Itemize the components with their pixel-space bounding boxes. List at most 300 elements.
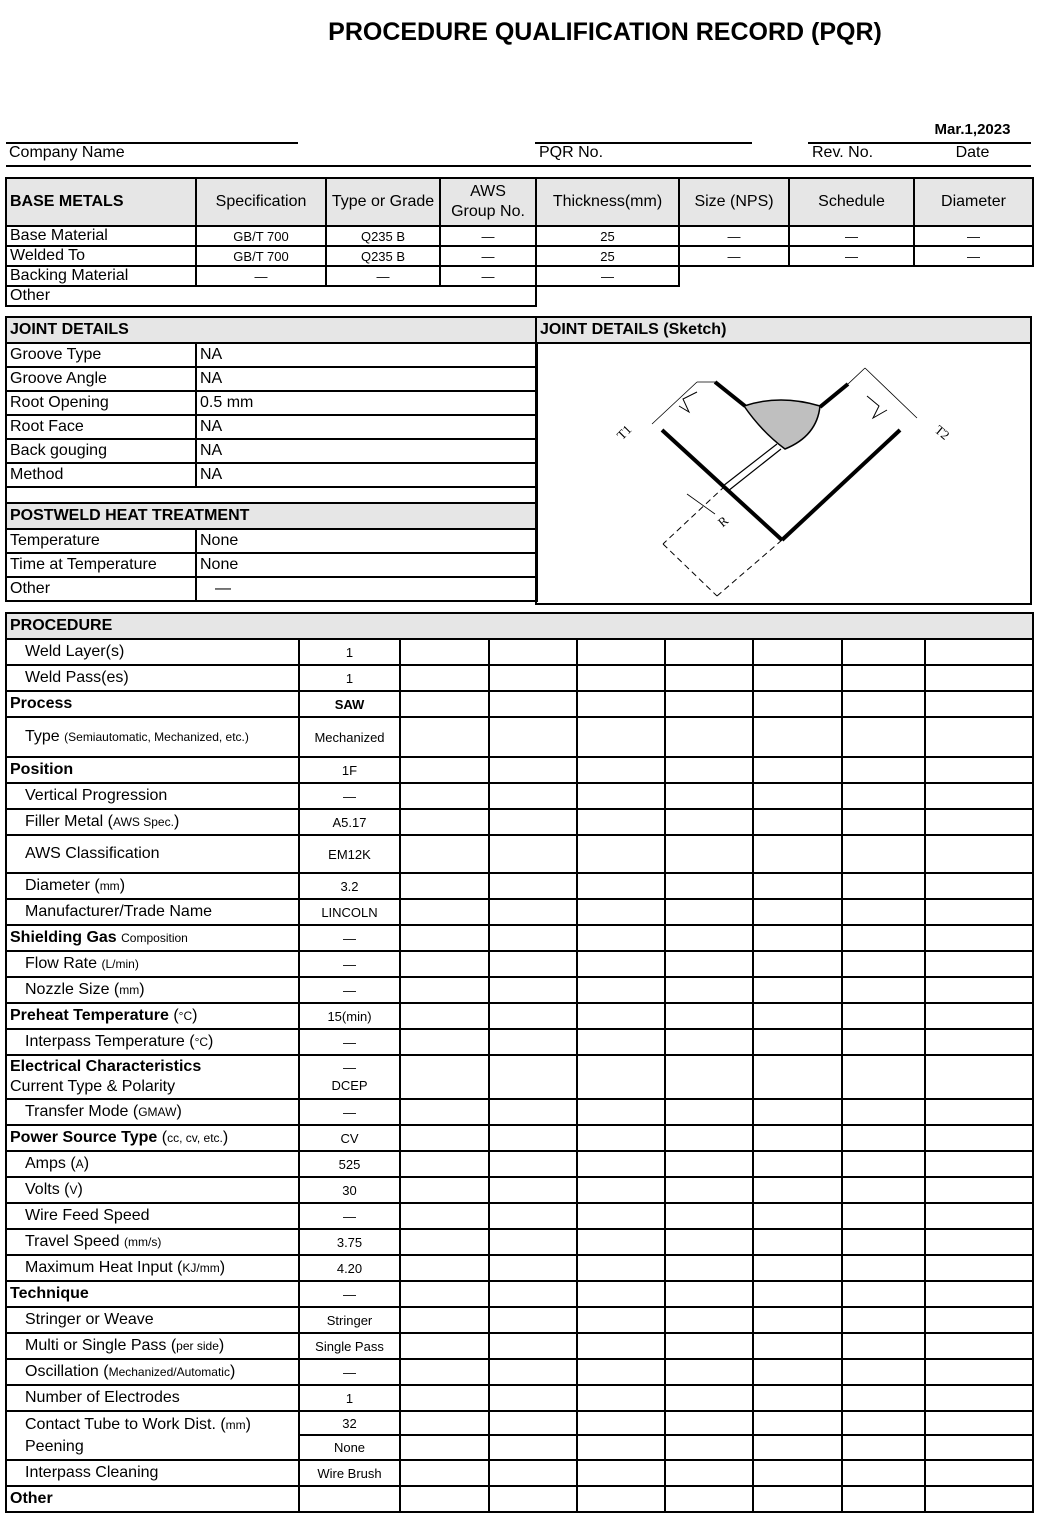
cell-thickness[interactable]: — (536, 266, 679, 286)
empty-cell[interactable] (577, 1151, 665, 1177)
empty-cell[interactable] (577, 1460, 665, 1486)
empty-cell[interactable] (665, 951, 753, 977)
empty-cell[interactable] (577, 899, 665, 925)
nozzle-size-value[interactable]: — (299, 977, 400, 1003)
empty-cell[interactable] (400, 1411, 489, 1435)
empty-cell[interactable] (842, 1486, 925, 1512)
empty-cell[interactable] (842, 783, 925, 809)
empty-cell[interactable] (753, 1151, 842, 1177)
empty-cell[interactable] (665, 1486, 753, 1512)
cell-size[interactable]: — (679, 246, 789, 266)
empty-cell[interactable] (753, 951, 842, 977)
empty-cell[interactable] (489, 925, 577, 951)
wire-feed-value[interactable]: — (299, 1203, 400, 1229)
max-heat-value[interactable]: 4.20 (299, 1255, 400, 1281)
empty-cell[interactable] (753, 757, 842, 783)
back-gouging-value[interactable]: NA (196, 439, 537, 463)
vertical-progression-value[interactable]: — (299, 783, 400, 809)
empty-cell[interactable] (925, 1333, 1033, 1359)
manufacturer-value[interactable]: LINCOLN (299, 899, 400, 925)
empty-cell[interactable] (665, 717, 753, 757)
empty-cell[interactable] (753, 1359, 842, 1385)
empty-cell[interactable] (753, 899, 842, 925)
empty-cell[interactable] (753, 835, 842, 873)
empty-cell[interactable] (842, 1125, 925, 1151)
diameter-value[interactable]: 3.2 (299, 873, 400, 899)
empty-cell[interactable] (489, 1029, 577, 1055)
empty-cell[interactable] (400, 1177, 489, 1203)
cell-group[interactable]: — (440, 266, 536, 286)
empty-cell[interactable] (753, 1003, 842, 1029)
empty-cell[interactable] (665, 1359, 753, 1385)
pwht-temperature-value[interactable]: None (196, 529, 537, 553)
pwht-other-value[interactable]: — (196, 577, 537, 601)
table-row (6, 1460, 1033, 1486)
empty-cell[interactable] (753, 1411, 842, 1435)
empty-cell[interactable] (925, 809, 1033, 835)
empty-cell[interactable] (842, 899, 925, 925)
empty-cell[interactable] (577, 1307, 665, 1333)
empty-cell[interactable] (489, 1411, 577, 1435)
empty-cell[interactable] (577, 691, 665, 717)
empty-cell[interactable] (489, 1055, 577, 1099)
peening-value[interactable]: None (299, 1435, 400, 1460)
filler-metal-value[interactable]: A5.17 (299, 809, 400, 835)
empty-cell[interactable] (577, 757, 665, 783)
preheat-value[interactable]: 15(min) (299, 1003, 400, 1029)
num-electrodes-value[interactable]: 1 (299, 1385, 400, 1411)
empty-cell[interactable] (577, 977, 665, 1003)
empty-cell[interactable] (400, 1099, 489, 1125)
empty-cell[interactable] (577, 1055, 665, 1099)
empty-cell[interactable] (400, 1151, 489, 1177)
empty-cell[interactable] (577, 639, 665, 665)
empty-cell[interactable] (577, 951, 665, 977)
empty-cell[interactable] (753, 1055, 842, 1099)
cell-grade[interactable]: Q235 B (326, 246, 440, 266)
empty-cell[interactable] (400, 783, 489, 809)
empty-cell[interactable] (665, 1203, 753, 1229)
empty-cell[interactable] (925, 1307, 1033, 1333)
empty-cell[interactable] (842, 757, 925, 783)
empty-cell[interactable] (489, 809, 577, 835)
empty-cell[interactable] (842, 691, 925, 717)
empty-cell[interactable] (665, 899, 753, 925)
empty-cell[interactable] (665, 1307, 753, 1333)
empty-cell[interactable] (577, 809, 665, 835)
root-face-value[interactable]: NA (196, 415, 537, 439)
empty-cell[interactable] (925, 873, 1033, 899)
electrical-value-cell[interactable] (299, 1055, 400, 1099)
company-name-line[interactable] (6, 126, 298, 144)
empty-cell[interactable] (665, 835, 753, 873)
empty-cell[interactable] (489, 1460, 577, 1486)
empty-cell[interactable] (925, 899, 1033, 925)
empty-cell[interactable] (489, 1359, 577, 1385)
empty-cell[interactable] (577, 1359, 665, 1385)
empty-cell[interactable] (842, 1281, 925, 1307)
empty-cell[interactable] (665, 1255, 753, 1281)
empty-cell[interactable] (577, 1281, 665, 1307)
empty-cell[interactable] (577, 925, 665, 951)
cell-group[interactable]: — (440, 226, 536, 246)
empty-cell[interactable] (400, 951, 489, 977)
groove-angle-value[interactable]: NA (196, 367, 537, 391)
empty-cell[interactable] (753, 783, 842, 809)
groove-type-value[interactable]: NA (196, 343, 537, 367)
empty-cell[interactable] (842, 977, 925, 1003)
dim-T1 (652, 382, 715, 424)
table-row (6, 899, 1033, 925)
empty-cell[interactable] (665, 1125, 753, 1151)
empty-cell[interactable] (842, 639, 925, 665)
empty-cell[interactable] (577, 783, 665, 809)
empty-cell[interactable] (400, 1307, 489, 1333)
empty-cell[interactable] (489, 899, 577, 925)
empty-cell[interactable] (577, 665, 665, 691)
empty-cell[interactable] (842, 1385, 925, 1411)
empty-cell[interactable] (753, 1099, 842, 1125)
empty-cell[interactable] (842, 1435, 925, 1460)
empty-cell[interactable] (577, 1255, 665, 1281)
shielding-gas-value[interactable]: — (299, 925, 400, 951)
empty-cell[interactable] (489, 1229, 577, 1255)
empty-cell[interactable] (577, 1486, 665, 1512)
power-source-value[interactable]: CV (299, 1125, 400, 1151)
cell-schedule[interactable]: — (789, 246, 914, 266)
empty-cell[interactable] (489, 977, 577, 1003)
empty-cell[interactable] (489, 1307, 577, 1333)
empty-cell[interactable] (489, 1177, 577, 1203)
empty-cell[interactable] (577, 1003, 665, 1029)
empty-cell[interactable] (842, 925, 925, 951)
empty-cell[interactable] (489, 873, 577, 899)
empty-cell[interactable] (489, 639, 577, 665)
empty-cell[interactable] (925, 951, 1033, 977)
pwht-time-value[interactable]: None (196, 553, 537, 577)
table-row (6, 577, 537, 601)
oscillation-value[interactable]: — (299, 1359, 400, 1385)
empty-cell[interactable] (925, 977, 1033, 1003)
empty-cell[interactable] (400, 1203, 489, 1229)
empty-cell[interactable] (925, 1460, 1033, 1486)
empty-cell[interactable] (753, 1177, 842, 1203)
empty-cell[interactable] (842, 1411, 925, 1435)
empty-cell[interactable] (400, 1055, 489, 1099)
empty-cell[interactable] (489, 1255, 577, 1281)
empty-cell[interactable] (400, 1029, 489, 1055)
contact-tube-value[interactable]: 32 (299, 1411, 400, 1435)
aws-class-value[interactable]: EM12K (299, 835, 400, 873)
company-name-label: Company Name (9, 144, 125, 161)
empty-cell[interactable] (577, 717, 665, 757)
empty-cell[interactable] (753, 1255, 842, 1281)
empty-cell[interactable] (489, 1151, 577, 1177)
empty-cell[interactable] (842, 1333, 925, 1359)
empty-cell[interactable] (489, 717, 577, 757)
empty-cell[interactable] (665, 809, 753, 835)
empty-cell[interactable] (925, 1229, 1033, 1255)
empty-cell[interactable] (925, 639, 1033, 665)
empty-cell[interactable] (489, 1125, 577, 1151)
empty-cell[interactable] (753, 1460, 842, 1486)
position-value[interactable]: 1F (299, 757, 400, 783)
empty-cell[interactable] (665, 873, 753, 899)
empty-cell[interactable] (400, 1486, 489, 1512)
empty-cell[interactable] (489, 783, 577, 809)
empty-cell[interactable] (400, 757, 489, 783)
empty-cell[interactable] (842, 1029, 925, 1055)
empty-cell[interactable] (577, 835, 665, 873)
power-label: Power Source Type (10, 1129, 158, 1146)
empty-cell[interactable] (842, 717, 925, 757)
empty-cell[interactable] (577, 1435, 665, 1460)
empty-cell[interactable] (489, 1203, 577, 1229)
cell-size[interactable]: — (679, 226, 789, 246)
empty-cell[interactable] (753, 717, 842, 757)
empty-cell[interactable] (665, 1003, 753, 1029)
empty-cell[interactable] (925, 1029, 1033, 1055)
weld-layers-value[interactable]: 1 (299, 639, 400, 665)
empty-cell[interactable] (925, 925, 1033, 951)
type-value[interactable]: Mechanized (299, 717, 400, 757)
empty-cell[interactable] (400, 977, 489, 1003)
empty-cell[interactable] (489, 1099, 577, 1125)
empty-cell[interactable] (489, 665, 577, 691)
empty-cell[interactable] (842, 835, 925, 873)
empty-cell[interactable] (925, 1055, 1033, 1099)
empty-cell[interactable] (842, 809, 925, 835)
technique-value[interactable]: — (299, 1281, 400, 1307)
empty-cell[interactable] (577, 1203, 665, 1229)
empty-cell[interactable] (925, 757, 1033, 783)
empty-cell[interactable] (665, 691, 753, 717)
empty-cell[interactable] (400, 1359, 489, 1385)
empty-cell[interactable] (842, 665, 925, 691)
empty-cell[interactable] (665, 1385, 753, 1411)
empty-cell[interactable] (489, 1486, 577, 1512)
empty-cell[interactable] (489, 835, 577, 873)
empty-cell[interactable] (665, 1029, 753, 1055)
multi-single-value[interactable]: Single Pass (299, 1333, 400, 1359)
empty-cell[interactable] (577, 873, 665, 899)
cell-diameter[interactable]: — (914, 246, 1033, 266)
empty-cell[interactable] (925, 1003, 1033, 1029)
empty-cell[interactable] (753, 1307, 842, 1333)
empty-cell[interactable] (577, 1229, 665, 1255)
empty-cell[interactable] (753, 665, 842, 691)
empty-cell[interactable] (753, 639, 842, 665)
empty-cell[interactable] (665, 757, 753, 783)
root-opening-value[interactable]: 0.5 mm (196, 391, 537, 415)
empty-cell[interactable] (842, 1099, 925, 1125)
empty-cell[interactable] (753, 1435, 842, 1460)
empty-cell[interactable] (925, 1125, 1033, 1151)
empty-cell[interactable] (665, 1055, 753, 1099)
empty-cell[interactable] (400, 1460, 489, 1486)
empty-cell[interactable] (753, 1281, 842, 1307)
empty-cell[interactable] (842, 1055, 925, 1099)
empty-cell[interactable] (665, 639, 753, 665)
empty-cell[interactable] (753, 925, 842, 951)
empty-cell[interactable] (577, 1333, 665, 1359)
empty-cell[interactable] (489, 1003, 577, 1029)
empty-cell[interactable] (925, 1151, 1033, 1177)
empty-cell[interactable] (842, 1460, 925, 1486)
cell-thickness[interactable]: 25 (536, 226, 679, 246)
empty-cell[interactable] (753, 1203, 842, 1229)
empty-cell[interactable] (400, 665, 489, 691)
empty-cell[interactable] (925, 1177, 1033, 1203)
empty-cell[interactable] (753, 977, 842, 1003)
empty-cell[interactable] (925, 717, 1033, 757)
empty-cell[interactable] (925, 1359, 1033, 1385)
empty-cell[interactable] (842, 1151, 925, 1177)
empty-cell[interactable] (400, 691, 489, 717)
empty-cell[interactable] (665, 1411, 753, 1435)
empty-cell[interactable] (925, 1281, 1033, 1307)
empty-cell[interactable] (753, 1486, 842, 1512)
cell-grade[interactable]: — (326, 266, 440, 286)
empty-cell[interactable] (577, 1125, 665, 1151)
empty-cell[interactable] (753, 809, 842, 835)
empty-cell[interactable] (577, 1029, 665, 1055)
row-label (6, 1029, 299, 1055)
empty-cell[interactable] (842, 1229, 925, 1255)
cell-diameter[interactable]: — (914, 226, 1033, 246)
empty-cell[interactable] (489, 951, 577, 977)
empty-cell[interactable] (400, 1229, 489, 1255)
cell-schedule[interactable]: — (789, 226, 914, 246)
empty-cell[interactable] (489, 1385, 577, 1411)
empty-cell[interactable] (665, 1151, 753, 1177)
empty-cell[interactable] (842, 951, 925, 977)
empty-cell[interactable] (753, 1029, 842, 1055)
empty-cell[interactable] (665, 1460, 753, 1486)
empty-cell[interactable] (489, 757, 577, 783)
empty-cell[interactable] (665, 783, 753, 809)
empty-cell[interactable] (925, 1255, 1033, 1281)
empty-cell[interactable] (753, 1229, 842, 1255)
flow-rate-value[interactable]: — (299, 951, 400, 977)
empty-cell[interactable] (400, 1125, 489, 1151)
weld-passes-value[interactable]: 1 (299, 665, 400, 691)
empty-cell[interactable] (665, 1229, 753, 1255)
empty-cell[interactable] (842, 1255, 925, 1281)
empty-cell[interactable] (400, 717, 489, 757)
table-row (6, 977, 1033, 1003)
empty-cell[interactable] (400, 639, 489, 665)
empty-cell[interactable] (842, 1177, 925, 1203)
empty-cell[interactable] (665, 1435, 753, 1460)
empty-cell[interactable] (400, 873, 489, 899)
empty-cell[interactable] (665, 1333, 753, 1359)
other-value[interactable] (299, 1486, 400, 1512)
other-label[interactable]: Other (6, 286, 536, 306)
empty-cell[interactable] (489, 1281, 577, 1307)
empty-cell[interactable] (665, 977, 753, 1003)
empty-cell[interactable] (400, 1281, 489, 1307)
empty-cell[interactable] (577, 1177, 665, 1203)
empty-cell[interactable] (925, 835, 1033, 873)
cell-group[interactable]: — (440, 246, 536, 266)
empty-cell[interactable] (665, 1281, 753, 1307)
pqr-no-line[interactable] (535, 126, 752, 144)
cell-spec[interactable]: GB/T 700 (196, 226, 326, 246)
cell-grade[interactable]: Q235 B (326, 226, 440, 246)
empty-cell[interactable] (925, 691, 1033, 717)
cell-spec[interactable]: GB/T 700 (196, 246, 326, 266)
cell-spec[interactable]: — (196, 266, 326, 286)
row-label (6, 1055, 299, 1099)
empty-cell[interactable] (489, 1435, 577, 1460)
empty-cell[interactable] (842, 1359, 925, 1385)
empty-cell[interactable] (400, 1333, 489, 1359)
amps-value[interactable]: 525 (299, 1151, 400, 1177)
empty-cell[interactable] (925, 1099, 1033, 1125)
travel-speed-value[interactable]: 3.75 (299, 1229, 400, 1255)
volts-value[interactable]: 30 (299, 1177, 400, 1203)
empty-cell[interactable] (753, 691, 842, 717)
empty-cell[interactable] (842, 873, 925, 899)
empty-cell[interactable] (665, 1099, 753, 1125)
empty-cell[interactable] (753, 1385, 842, 1411)
empty-cell[interactable] (665, 1177, 753, 1203)
transfer-mode-value[interactable]: — (299, 1099, 400, 1125)
empty-cell[interactable] (489, 691, 577, 717)
process-value[interactable]: SAW (299, 691, 400, 717)
empty-cell[interactable] (665, 925, 753, 951)
empty-cell[interactable] (400, 1385, 489, 1411)
col-type-grade: Type or Grade (326, 178, 440, 226)
empty-cell[interactable] (577, 1411, 665, 1435)
empty-cell[interactable] (925, 1486, 1033, 1512)
empty-cell[interactable] (400, 1003, 489, 1029)
cell-thickness[interactable]: 25 (536, 246, 679, 266)
method-value[interactable]: NA (196, 463, 537, 487)
empty-cell[interactable] (842, 1003, 925, 1029)
empty-cell[interactable] (842, 1203, 925, 1229)
rev-no-line[interactable] (808, 126, 914, 144)
empty-cell[interactable] (400, 835, 489, 873)
empty-cell[interactable] (925, 1411, 1033, 1435)
empty-cell[interactable] (753, 1125, 842, 1151)
empty-cell[interactable] (665, 665, 753, 691)
empty-cell[interactable] (400, 809, 489, 835)
empty-cell[interactable] (400, 925, 489, 951)
travel-label: Travel Speed (25, 1233, 120, 1250)
empty-cell[interactable] (577, 1385, 665, 1411)
empty-cell[interactable] (925, 783, 1033, 809)
stringer-value[interactable]: Stringer (299, 1307, 400, 1333)
empty-cell[interactable] (925, 1435, 1033, 1460)
empty-cell[interactable] (842, 1307, 925, 1333)
interpass-cleaning-value[interactable]: Wire Brush (299, 1460, 400, 1486)
empty-cell[interactable] (925, 1385, 1033, 1411)
interpass-temp-value[interactable]: — (299, 1029, 400, 1055)
row-label: Stringer or Weave (6, 1307, 299, 1333)
empty-cell[interactable] (753, 1333, 842, 1359)
empty-cell[interactable] (577, 1099, 665, 1125)
empty-cell[interactable] (925, 665, 1033, 691)
empty-cell[interactable] (400, 1435, 489, 1460)
empty-cell[interactable] (400, 899, 489, 925)
table-row (6, 415, 537, 439)
empty-cell[interactable] (925, 1203, 1033, 1229)
empty-cell[interactable] (400, 1255, 489, 1281)
empty-cell[interactable] (489, 1333, 577, 1359)
empty-cell[interactable] (753, 873, 842, 899)
